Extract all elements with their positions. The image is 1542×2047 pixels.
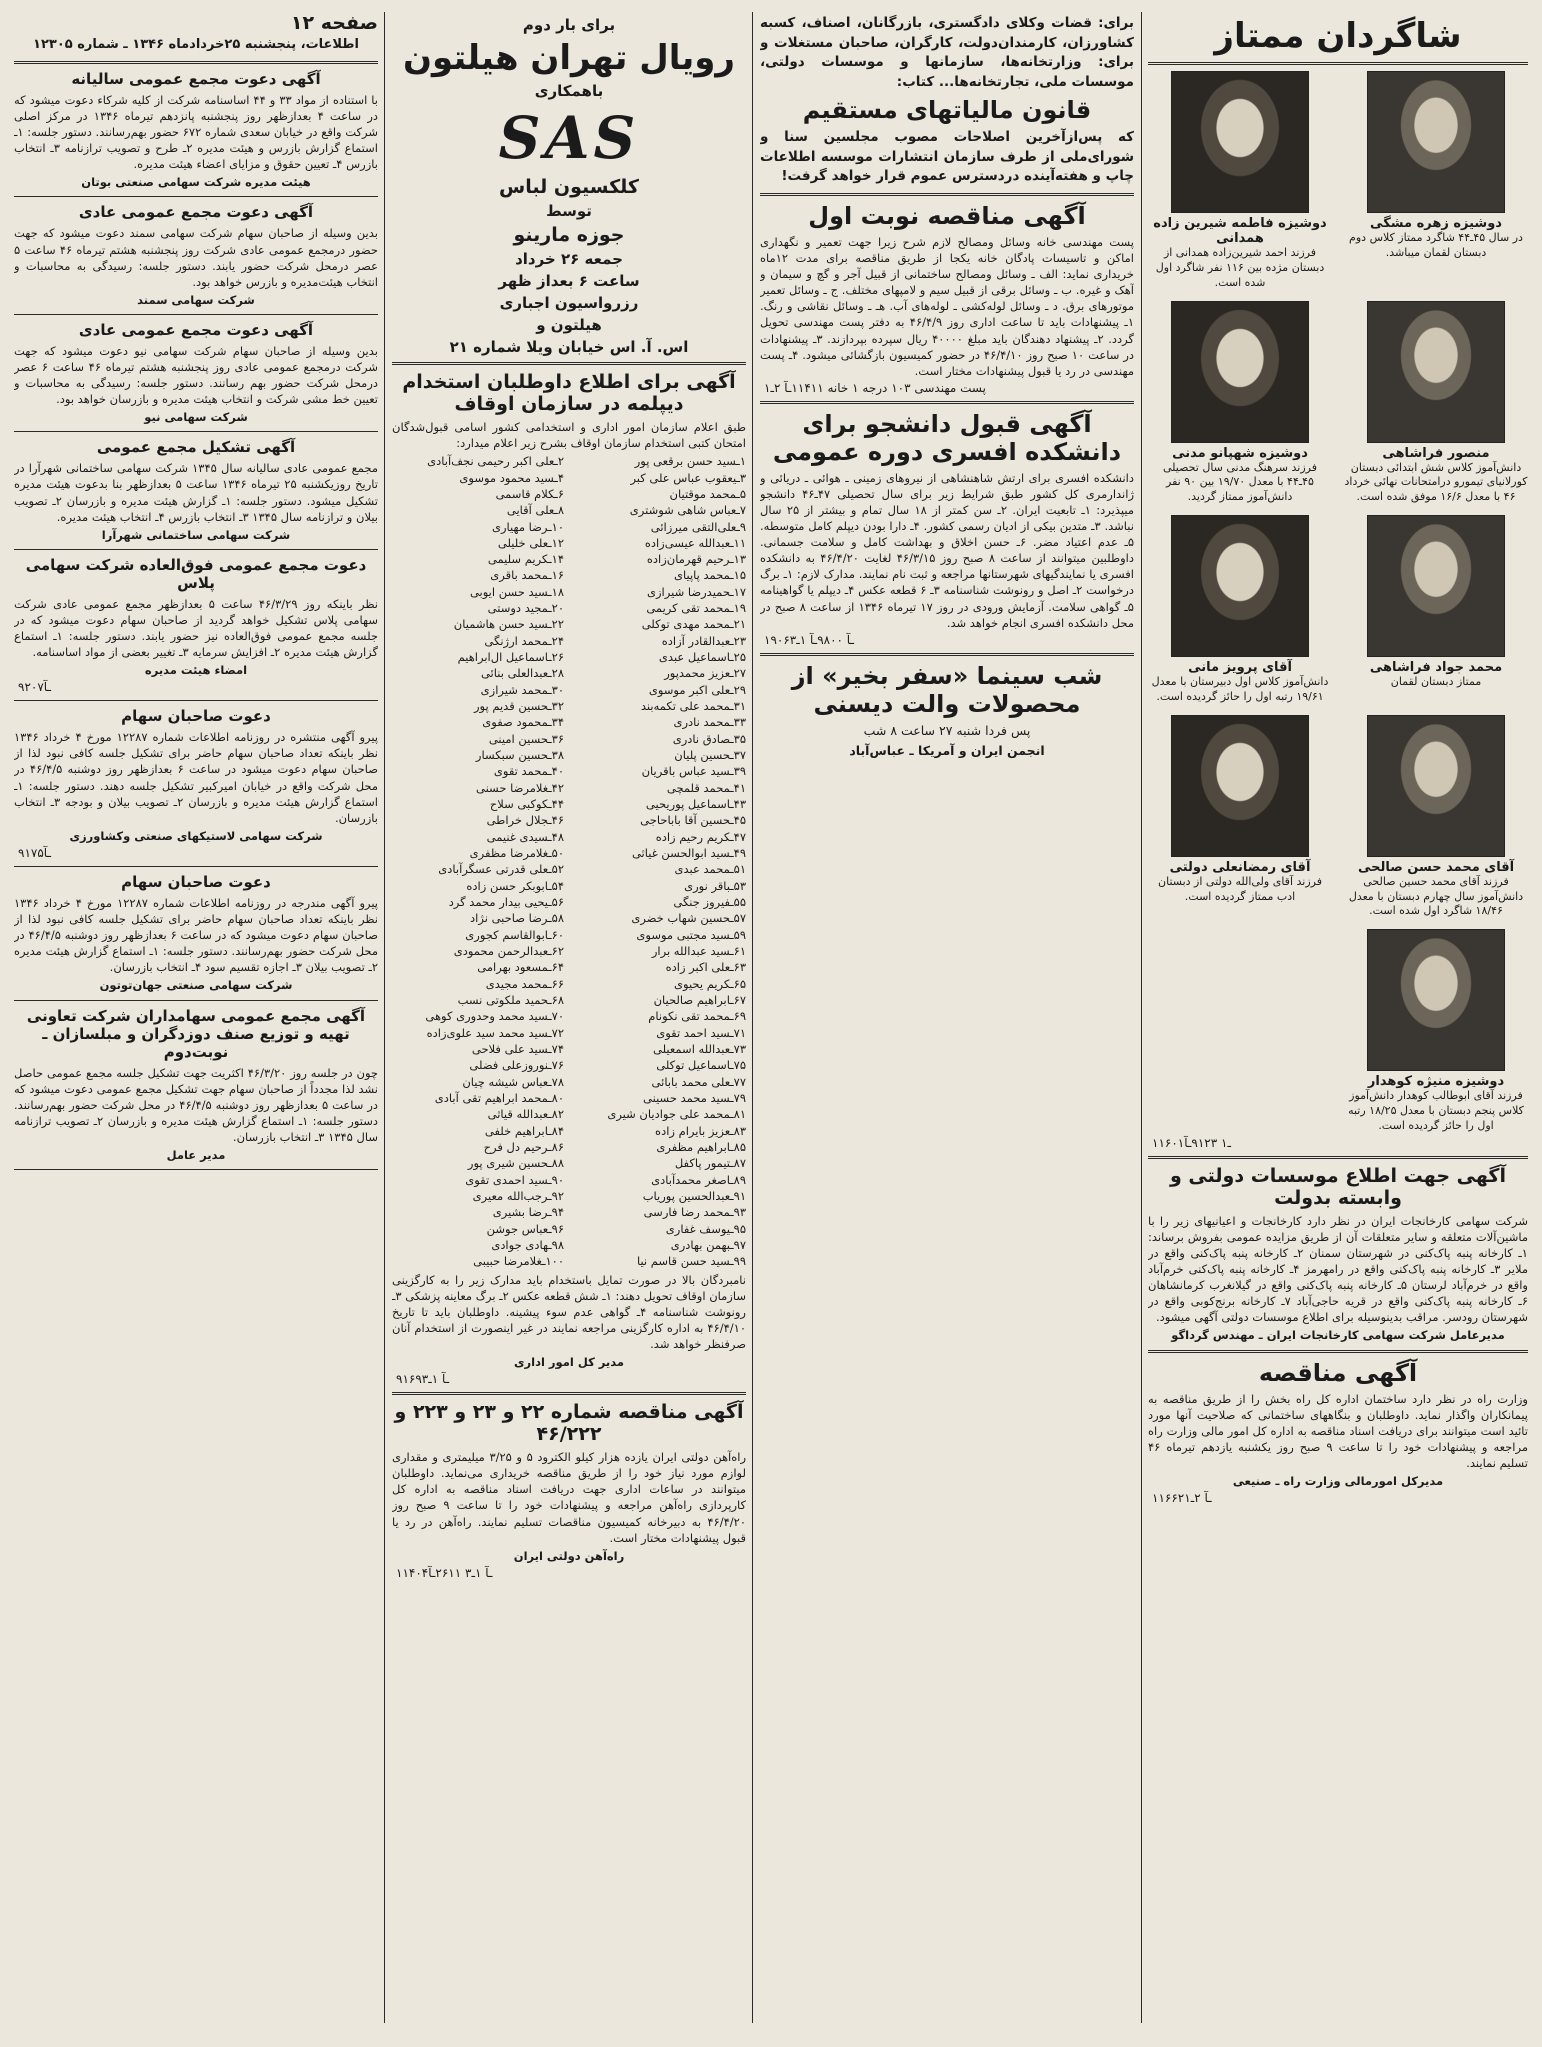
awqaf-name: ۲۳ـعبدالقادر آزاده (661, 633, 746, 648)
awqaf-name: ۷۴ـسید علی فلاحی (471, 1042, 564, 1056)
tax-law-title: قانون مالیاتهای مستقیم (802, 96, 1092, 125)
awqaf-name: ۲۸ـعبدالعلی بنائی (480, 666, 564, 681)
student-desc: فرزند احمد شیرین‌زاده همدانی از دبستان مژده بین ۱۱۶ نفر شاگرد اول شده است. (1155, 246, 1325, 289)
awqaf-name: ۷۶ـنوروزعلی فضلی (469, 1058, 564, 1073)
officer-body: دانشکده افسری برای ارتش شاهنشاهی از نیروهای زمینی ـ هوائی ـ دریائی و ژاندارمری کل کشور طبق شرایط زیر برای سال تحصیلی ۴۷ـ۴۶ دانشجو میپذیرد: ۱ـ تابعیت ایران. ۲ـ سن کمتر از ۱۸ سال تمام و بیشتر از ۲۵ سال نباشد. ۳ـ متدین بیکی از ادیان رسمی کشور. ۴ـ دارا بودن دیپلم کامل متوسطه. ۵ـ عدم اعتیاد مضر. ۶ـ حسن اخلاق و بهداشت کامل و سلامت جسمانی. داوطلبین میتوانند از ساعت ۸ صبح روز ۴۶/۳/۱۵ لغایت ۴۶/۴/۲۰ به دانشکده افسری یا نمایندگیهای شهرستانها مراجعه و ثبت نام نمایند. مدارک لازم: ۱ـ برگ درخواست ۲ـ اصل و رونوشت شناسنامه ۳ـ ۶ قطعه عکس ۴ـ دیپلم یا گواهینامه ۵ـ گواهی سلامت. آزمایش ورودی در روز ۱۷ تیرماه ۱۳۴۶ از ساعت ۸ صبح در محل دانشکده افسری انجام خواهد شد. (760, 470, 1134, 630)
student-photo (1171, 301, 1309, 443)
awqaf-name: ۲۶ـاسماعیل ال‌ابراهیم (457, 650, 564, 665)
awqaf-name: ۹۲ـرجب‌الله معیری (472, 1188, 564, 1203)
awqaf-name: ۸۸ـحسین شیری پور (467, 1156, 564, 1171)
awqaf-ref: ۹۱۶۹ـآ ۱ـ۳ (396, 1372, 450, 1387)
awqaf-name: ۶۳ـعلی اکبر زاده (665, 960, 746, 975)
rail-ref: ۱۱۴۰۴ـآ ۱ـ۳ ۲۶۱۱ـآ (396, 1565, 493, 1580)
meeting-sign: شرکت سهامی لاستیکهای صنعتی وکشاورزی (69, 828, 323, 843)
meeting-sign: شرکت سهامی نیو (144, 410, 248, 425)
officer-ref: ۱۹۰۶ـآ ۹۸۰۰ـآ ۱ـ۳ (764, 632, 854, 647)
awqaf-name: ۱۹ـمحمد تقی کریمی (646, 601, 746, 616)
hilton-line: کلکسیون لباس (499, 176, 639, 198)
awqaf-name: ۶۸ـحمید ملکوتی نسب (457, 993, 564, 1008)
divider (14, 549, 378, 550)
awqaf-name: ۱۱ـعبدالله عیسی‌زاده (644, 535, 746, 550)
student-photo (1367, 929, 1505, 1071)
awqaf-name: ۱۶ـمحمد باقری (490, 568, 564, 583)
meeting-sign: شرکت سهامی ساختمانی شهرآرا (101, 527, 291, 542)
gov-ad-body: شرکت سهامی کارخانجات ایران در نظر دارد کارخانجات و اعیانیهای زیر را با ماشین‌آلات متعلقه و سایر متعلقات آن از طریق مزایده عمومی بفروش برساند: ۱ـ کارخانه پنبه پاک‌کنی در شهرستان سمنان ۲ـ کارخانه پنبه پاک‌کنی واقع در ملایر ۳ـ کارخانه پنبه پاک‌کنی واقع در رامهرمز ۴ـ کارخانه پنبه پاک‌کنی خرم‌آباد واقع در خرم‌آباد لرستان ۵ـ کارخانه پنبه پاک‌کنی واقع در گیلانغرب کرمانشاهان ۶ـ کارخانه پنبه پاک‌کنی واقع در قریه حاجی‌آباد ۷ـ کارخانه برنج‌کوبی واقع در شهرستان رودسر. مراقب بدینوسیله برای اطلاع موسسات دولتی آگهی میشود. (1148, 1213, 1528, 1325)
student-desc: فرزند سرهنگ مدنی سال تحصیلی ۴۵ـ۴۴ با معدل ۱۹/۷۰ بین ۹۰ نفر دانش‌آموز ممتاز گردید. (1163, 460, 1317, 504)
awqaf-name: ۷۹ـسید محمد حسینی (643, 1090, 746, 1105)
divider (14, 314, 378, 315)
student-card (1148, 715, 1332, 920)
awqaf-name: ۳۵ـصادق نادری (672, 731, 746, 746)
meeting-notices (14, 70, 378, 1170)
awqaf-name: ۸۹ـاصغر محمدآبادی (651, 1172, 746, 1187)
awqaf-name: ۹۶ـعباس جوشن (486, 1221, 564, 1236)
awqaf-name: ۳ـیعقوب عباس علی کبر (630, 470, 746, 485)
rail-title: آگهی مناقصه شماره ۲۲ و ۲۳ و ۲۲۳ و ۴۶/۲۲۲ (394, 1401, 744, 1446)
meeting-notice (14, 321, 378, 432)
masthead (14, 12, 378, 34)
divider (14, 196, 378, 197)
hilton-title: رویال تهران هیلتون (403, 38, 735, 78)
column-rule (384, 12, 385, 2023)
awqaf-name: ۷۳ـعبدالله اسمعیلی (653, 1042, 746, 1056)
divider (14, 700, 378, 701)
meeting-title: آگهی دعوت مجمع عمومی سالیانه (71, 69, 321, 88)
tender1-body: پست مهندسی خانه وسائل ومصالح لازم شرح زیرا جهت تعمیر و نگهداری اماکن و تاسیسات پادگان خانه یکجا از طریق مناقصه برای مدت ۱۲ماه خریداری نماید: الف ـ وسائل ومصالح ساختمانی از قبیل آجر و گچ و سیمان و آهک و غیره. ب ـ وسائل برقی از قبیل سیم و لامپهای مختلف. ج ـ وسائل تعمیر موتورهای برق. د ـ وسائل لوله‌کشی ـ لوله‌های آب. هـ ـ وسائل نقاشی و رنگ. ۱ـ پیشنهادات باید تا ساعت اداری روز ۴۶/۴/۹ به دفتر پست مهندسی تحویل گردد. ۲ـ پیشنهاد دهندگان باید مبلغ ۴۰۰۰۰ ریال سپرده بپردازند. ۳ـ پیشنهادات در ساعت ۱۰ صبح روز ۴۶/۴/۱۰ در حضور کمیسیون بازگشائی میشود. ۴ـ پست مهندسی در رد یا قبول پیشنهادات مختار است. (760, 234, 1134, 378)
awqaf-name: ۷۸ـعباس شیشه چیان (462, 1074, 564, 1089)
awqaf-name: ۲۴ـمحمد ارژنگی (484, 633, 564, 648)
student-desc: دانش‌آموز کلاس اول دبیرستان با معدل ۱۹/۶۱ رتبه اول را حائز گردیده است. (1151, 675, 1329, 703)
awqaf-name: ۱ـسید حسن برقعی پور (634, 454, 746, 469)
hilton-line: هیلتون و (536, 316, 602, 334)
student-name: دوشیزه فاطمه شیرین زاده همدانی (1153, 216, 1327, 246)
meeting-body: مجمع عمومی عادی سالیانه سال ۱۳۴۵ شرکت سهامی ساختمانی شهرآرا در تاریخ روزیکشنبه ۲۵ تیرماه ۱۳۴۶ ساعت ۵ بعدازظهر بنا بدعوت هیئت مدیره تشکیل میشود. دستور جلسه: ۱ـ گزارش هیئت مدیره و بازرسان ۲ـ تصویب بیلان و ترازنامه سال ۱۳۴۵ ۳ـ انتخاب بازرس ۴ـ انتخاب هیئت مدیره. (14, 461, 378, 524)
meeting-notice (14, 707, 378, 867)
awqaf-name: ۴۹ـسید ابوالحسن غیاثی (631, 846, 746, 861)
student-card (1344, 515, 1528, 705)
meeting-sign: هیئت مدیره شرکت سهامی صنعتی بوتان (81, 175, 311, 190)
awqaf-name: ۹ـعلی‌التقی میرزائی (650, 519, 746, 534)
student-name: دوشیزه زهره مشگی (1370, 216, 1502, 231)
awqaf-name: ۱۳ـرحیم قهرمان‌زاده (646, 552, 746, 567)
cinema-title: شب سینما «سفر بخیر» از محصولات والت دیسنی (791, 661, 1103, 718)
column-rule (752, 12, 753, 2023)
awqaf-name: ۷۵ـاسماعیل توکلی (656, 1058, 746, 1073)
awqaf-name: ۳۶ـحسین امینی (488, 731, 564, 746)
awqaf-name: ۹۹ـسید حسن قاسم نیا (636, 1254, 746, 1269)
awqaf-name: ۳۸ـحسین سبکسار (475, 748, 564, 763)
meeting-title: آگهی تشکیل مجمع عمومی (96, 438, 296, 457)
awqaf-name: ۶۵ـکریم یحیوی (674, 976, 746, 991)
meeting-ref: ۹۲۰۷ـآ (18, 680, 51, 695)
awqaf-name: ۲۲ـسید حسن هاشمیان (453, 617, 564, 632)
meeting-body: نظر باینکه روز ۴۶/۳/۲۹ ساعت ۵ بعدازظهر مجمع عمومی عادی شرکت سهامی پلاس تشکیل خواهد گردید از صاحبان سهام دعوت میشود که در جلسه مجمع عمومی فوق‌العاده نیز حضور یابند. دستور جلسه: ۱ـ استماع گزارش هیئت مدیره ۲ـ افزایش سرمایه ۳ـ تغییر بعضی از مواد اساسنامه. (14, 596, 378, 660)
awqaf-name: ۴۵ـحسین آقا باباحاجی (640, 813, 746, 828)
meeting-notice (14, 438, 378, 549)
tender1-ref: پست مهندسی ۱۰۳ درجه ۱ خانه ۱۱۴۱۱ـآ ۲ـ۱ (764, 380, 986, 395)
awqaf-name: ۶۰ـابوالقاسم کجوری (465, 927, 564, 942)
hilton-pre: برای بار دوم (522, 16, 616, 34)
tax-law-pre: برای: قضات وکلای دادگستری، بازرگانان، اصناف، کسبه کشاورزان، کارمندان‌دولت، کارگران، صاحبان مستغلات و برای: وزارتخانه‌ها، سازمانها و موسسات دولتی، موسسات ملی، تجارتخانه‌ها... کتاب: (760, 15, 1134, 90)
student-card (1148, 515, 1332, 705)
sas-logo: SAS (498, 104, 640, 172)
student-desc: دانش‌آموز کلاس شش ابتدائی دبستان کورلانیای تیمورو درامتحانات نهائی خرداد ۴۶ با معدل ۱۶/۶ موفق شده است. (1344, 460, 1528, 504)
cinema-body: پس فردا شنبه ۲۷ ساعت ۸ شب (863, 722, 1031, 738)
meeting-body: چون در جلسه روز ۴۶/۳/۲۰ اکثریت جهت تشکیل جلسه مجمع عمومی حاصل نشد لذا مجدداً از صاحبان سهام جهت تشکیل مجمع عمومی دعوت میشود که در ساعت ۵ بعدازظهر روز دوشنبه ۴۶/۴/۵ در محل شرکت حضور بهم‌رسانند. دستور جلسه: ۱ـ استماع گزارش هیئت مدیره و بازرسان ۲ـ تصویب ترازنامه سال ۱۳۴۵ ۳ـ انتخاب بازرسان. (14, 1065, 378, 1144)
tax-law-body: که پس‌ازآخرین اصلاحات مصوب مجلسین سنا و شورای‌ملی از طرف سازمان انتشارات موسسه اطلاعات چاپ و هفته‌آینده دردسترس عموم قرار خواهد گرفت! (760, 129, 1134, 185)
awqaf-name: ۶۶ـمحمد مجیدی (485, 976, 564, 991)
student-photo (1367, 71, 1505, 213)
awqaf-name: ۹۱ـعبدالحسین پوریاب (642, 1188, 746, 1203)
meeting-body: با استناده از مواد ۳۳ و ۴۴ اساسنامه شرکت از کلیه شرکاء دعوت میشود که در ساعت ۴ بعدازظهر روز پنجشنبه پانزدهم تیرماه ۱۳۴۶ در مرکز اصلی شرکت واقع در خیابان سعدی شماره ۶۷۲ حضور بهم‌رسانند. دستور جلسه: ۱ـ استماع گزارش بازرس و هیئت مدیره ۲ـ طرح و تصویب ترازنامه ۳ـ انتخاب بازرس ۴ـ تعیین حقوق و مزایای اعضاء هیئت مدیره. (14, 92, 378, 172)
cinema-sign: انجمن ایران و آمریکا ـ عباس‌آباد (849, 742, 1045, 758)
student-card (1344, 71, 1528, 291)
awqaf-notes: نامبردگان بالا در صورت تمایل باستخدام باید مدارک زیر را به کارگزینی سازمان اوقاف تحویل دهند: ۱ـ شش قطعه عکس ۲ـ برگ معاینه پزشکی ۳ـ رونوشت شناسنامه ۴ـ گواهی عدم سوء پیشینه. داوطلبان باید تا تاریخ ۴۶/۴/۱۰ به اداره کارگزینی مراجعه نمایند در غیر اینصورت از استخدام آنان صرفنظر خواهد شد. (392, 1272, 746, 1351)
awqaf-name: ۶۱ـسید عبدالله برار (651, 944, 746, 959)
student-card (1344, 715, 1528, 920)
awqaf-name: ۹۵ـیوسف غفاری (665, 1221, 746, 1236)
meeting-title: آگهی دعوت مجمع عمومی عادی (78, 203, 314, 222)
meeting-body: پیرو آگهی مندرجه در روزنامه اطلاعات شماره ۱۲۲۸۷ مورخ ۴ خرداد ۱۳۴۶ نظر باینکه تعداد صاحبان سهام حاضر برای تشکیل جلسه کافی نبود لذا از صاحبان سهام دعوت میشود که در ساعت ۶ بعدازظهر روز دوشنبه ۴۶/۴/۵ در محل شرکت حضور بهم‌رسانند. دستور جلسه: ۱ـ استماع گزارش هیئت مدیره ۲ـ تصویب بیلان ۳ـ اجازه تقسیم سود ۴ـ انتخاب بازرسان. (14, 895, 378, 975)
student-name: منصور فراشاهی (1382, 445, 1490, 461)
awqaf-name: ۵۸ـرضا صاحبی نژاد (470, 911, 564, 926)
student-card (1148, 71, 1332, 291)
tender1-title: آگهی مناقصه نوبت اول (808, 201, 1086, 230)
awqaf-name: ۳۰ـمحمد شیرازی (480, 682, 564, 697)
awqaf-name: ۸۲ـعبدالله قیاثی (487, 1107, 564, 1122)
meeting-body: پیرو آگهی منتشره در روزنامه اطلاعات شماره ۱۲۲۸۷ مورخ ۴ خرداد ۱۳۴۶ نظر باینکه تعداد صاحبان سهام حاضر برای تشکیل جلسه کافی نبود لذا از صاحبان سهام دعوت میشود در ساعت ۶ بعدازظهر روز دوشنبه ۴۶/۴/۵ در محل شرکت واقع در خیابان امیرکبیر تشکیل جلسه دهند. دستور جلسه: ۱ـ استماع گزارش هیئت مدیره و بازرسان ۲ـ تصویب بیلان و بودجه ۳ـ انتخاب بازرسان. (14, 730, 378, 825)
awqaf-name: ۴ـسید محمود موسوی (459, 470, 564, 485)
student-photo (1367, 301, 1505, 443)
meeting-title: آگهی دعوت مجمع عمومی عادی (78, 320, 314, 339)
hilton-line: ساعت ۶ بعداز ظهر (498, 272, 640, 290)
gov-ad-sign: مدیرعامل شرکت سهامی کارخانجات ایران ـ مهندس گرداگو (1171, 1328, 1505, 1343)
awqaf-name: ۸۳ـعزیز بایرام زاده (655, 1123, 746, 1138)
divider (14, 866, 378, 867)
meeting-ref: ۹۱۷۵ـآ (18, 845, 51, 860)
student-desc: ممتاز دبستان لقمان (1390, 675, 1482, 689)
student-desc: فرزند آقای محمد حسین صالحی دانش‌آموز سال چهارم دبستان با معدل ۱۸/۴۶ شاگرد اول شده است. (1348, 874, 1524, 918)
awqaf-name: ۶۲ـعبدالرحمن محمودی (453, 944, 564, 959)
column-rule (1141, 12, 1142, 2023)
meeting-sign: مدیر عامل (166, 1147, 226, 1162)
awqaf-name: ۵۴ـابوبکر حسن زاده (466, 878, 564, 893)
awqaf-name: ۹۳ـمحمد رضا فارسی (643, 1205, 746, 1220)
tender-ref: ۱۱۶۶۲ـآ ۲ـ۱ (1152, 1491, 1212, 1506)
awqaf-name: ۲۰ـمجید دوستی (487, 601, 564, 616)
student-name: محمد جواد فراشاهی (1369, 660, 1503, 676)
hilton-lines (392, 176, 746, 356)
awqaf-name: ۷۱ـسید احمد تقوی (656, 1025, 746, 1040)
awqaf-name: ۳۹ـسید عباس باقریان (641, 764, 746, 779)
meeting-notice (14, 1007, 378, 1171)
students-title: شاگردان ممتاز (1214, 16, 1462, 56)
students-photo-grid (1148, 71, 1528, 1134)
awqaf-name: ۴۳ـاسماعیل پوریحیی (645, 797, 746, 812)
awqaf-name: ۴۷ـکریم رحیم زاده (655, 829, 746, 844)
awqaf-name: ۴۱ـمحمد قلمچی (666, 780, 746, 795)
meeting-notice (14, 873, 378, 1001)
column-ads-a (760, 12, 1134, 2023)
rail-sign: راه‌آهن دولتی ایران (513, 1548, 625, 1563)
student-card (1344, 301, 1528, 506)
awqaf-name: ۱۰۰ـغلامرضا حبیبی (473, 1254, 564, 1269)
student-desc: فرزند آقای ولی‌الله دولتی از دبستان ادب ممتاز گردیده است. (1158, 874, 1322, 903)
awqaf-name: ۵۰ـغلامرضا مظفری (469, 846, 564, 861)
awqaf-name: ۲۷ـعزیز محمدپور (664, 666, 746, 681)
awqaf-name: ۳۴ـمحمود صفوی (482, 715, 564, 730)
awqaf-name: ۵ـمحمد موقتیان (669, 486, 746, 501)
awqaf-name: ۶۴ـمسعود بهرامی (477, 960, 564, 975)
divider (14, 1169, 378, 1170)
awqaf-name: ۳۳ـمحمد نادری (673, 715, 746, 730)
awqaf-name: ۶۷ـابراهیم صالحیان (653, 993, 746, 1008)
awqaf-name: ۸ـعلی آقایی (506, 503, 564, 518)
student-name: آقای پرویز مانی (1188, 660, 1292, 676)
awqaf-title: آگهی برای اطلاع داوطلبان استخدام دیپلمه در سازمان اوقاف (402, 371, 736, 415)
rail-body: راه‌آهن دولتی ایران یازده هزار کیلو الکترود ۵ و ۳/۲۵ میلیمتری و مقداری لوازم مورد نیاز خود را از طریق مناقصه خریداری می‌نماید. داوطلبان میتوانند در ساعات اداری جهت دریافت اسناد مناقصه به اداره کل کارپردازی راه‌آهن مراجعه و پیشنهادات خود را تا ساعت ۹ صبح روز ۴۶/۴/۲۰ به دبیرخانه کمیسیون مناقصات تسلیم نمایند. راه‌آهن در رد یا قبول پیشنهادات مختار است. (392, 1450, 746, 1545)
meeting-notice (14, 70, 378, 198)
awqaf-name: ۵۱ـمحمد عبدی (674, 862, 746, 877)
awqaf-name: ۷۲ـسید محمد سید علوی‌زاده (426, 1025, 564, 1040)
hilton-line: جوزه مارینو (513, 224, 625, 246)
student-name: آقای محمد حسن صالحی (1357, 859, 1515, 875)
awqaf-name: ۷۰ـسید محمد وحدوری کوهی (425, 1009, 564, 1024)
masthead-line: اطلاعات، پنجشنبه ۲۵خردادماه ۱۳۴۶ ـ شماره ۱۲۳۰۵ (33, 37, 359, 52)
awqaf-name: ۲ـعلی اکبر رحیمی نجف‌آبادی (427, 454, 564, 469)
meeting-sign: شرکت سهامی سمند (137, 292, 255, 307)
awqaf-name: ۷ـعباس شاهی شوشتری (629, 503, 746, 518)
awqaf-name: ۹۴ـرضا بشیری (492, 1205, 564, 1220)
awqaf-name: ۲۱ـمحمد مهدی توکلی (641, 617, 746, 632)
awqaf-name: ۸۴ـابراهیم خلفی (484, 1123, 564, 1138)
student-photo (1171, 71, 1309, 213)
awqaf-sign: مدیر کل امور اداری (513, 1355, 625, 1370)
awqaf-name: ۵۹ـسید مجتبی موسوی (636, 927, 746, 942)
meeting-title: دعوت صاحبان سهام (121, 707, 271, 726)
tender-title: آگهی مناقصه (1258, 1358, 1418, 1387)
gov-ad-title: آگهی جهت اطلاع موسسات دولتی و وابسته بدولت (1170, 1164, 1506, 1209)
awqaf-intro: طبق اعلام سازمان امور اداری و استخدامی کشور اسامی قبول‌شدگان امتحان کتبی استخدام سازمان اوقاف بشرح زیر اعلام میدارد: (392, 420, 746, 451)
awqaf-name: ۱۷ـحمیدرضا شیرازی (647, 584, 746, 599)
hilton-line: توسط (546, 202, 592, 220)
awqaf-name: ۳۱ـمحمد علی تکمه‌بند (640, 699, 746, 714)
meeting-title: دعوت مجمع عمومی فوق‌العاده شرکت سهامی پلاس (25, 555, 367, 592)
meeting-notice (14, 556, 378, 701)
column-students (1148, 12, 1528, 2023)
student-name: دوشیزه منیژه کوهدار (1367, 1074, 1505, 1090)
awqaf-name: ۸۵ـابراهیم مظفری (656, 1139, 746, 1154)
student-desc: فرزند آقای ابوطالب کوهدار دانش‌آموز کلاس پنجم دبستان با معدل ۱۸/۲۵ رتبه اول را حائز گردیده است. (1348, 1089, 1524, 1132)
hilton-line: جمعه ۲۶ خرداد (515, 250, 623, 268)
awqaf-name: ۳۲ـحسین قدیم پور (473, 699, 564, 714)
officer-title: آگهی قبول دانشجو برای دانشکده افسری دوره عمومی (772, 409, 1122, 466)
column-ads-b (392, 12, 746, 2023)
awqaf-name: ۲۹ـعلی اکبر موسوی (648, 682, 746, 697)
hilton-line: رزرواسیون اجباری (499, 294, 639, 312)
column-meetings (14, 12, 378, 2023)
student-photo (1171, 715, 1309, 857)
awqaf-name: ۱۴ـکریم سلیمی (487, 552, 564, 567)
awqaf-name: ۲۵ـاسماعیل عبدی (658, 650, 746, 665)
student-card (1148, 301, 1332, 506)
awqaf-name: ۱۵ـمحمد پاپیای (673, 568, 746, 583)
awqaf-name: ۵۷ـحسین شهاب خضری (631, 911, 746, 926)
meeting-title: دعوت صاحبان سهام (121, 872, 271, 891)
tender-sign: مدیرکل امورمالی وزارت راه ـ صنیعی (1232, 1474, 1444, 1489)
meeting-body: بدین وسیله از صاحبان سهام شرکت سهامی نیو دعوت میشود که جهت شرکت درمجمع عمومی عادی روز پنجشنبه هشتم تیرماه ۴۶ ساعت ۶ عصر درمحل شرکت حضور بهم رسانند. دستور جلسه: رسیدگی به محاسبات و تعیین خط مشی شرکت و انتخاب هیئت مدیره و بازرسان خواهد بود. (14, 343, 378, 407)
page-number: صفحه ۱۲ (290, 12, 378, 34)
awqaf-name: ۸۷ـتیمور پاکفل (674, 1156, 746, 1171)
awqaf-name: ۴۰ـمحمد تقوی (493, 764, 564, 779)
awqaf-name: ۹۸ـهادی جوادی (491, 1237, 564, 1252)
awqaf-name: ۱۲ـعلی خلیلی (497, 535, 564, 550)
awqaf-name: ۴۶ـجلال خراطی (486, 813, 564, 828)
awqaf-name: ۵۵ـفیروز جنگی (673, 895, 746, 910)
awqaf-name: ۵۲ـعلی قدرتی عسگرآبادی (438, 862, 564, 877)
awqaf-name: ۸۰ـمحمد ابراهیم تقی آبادی (434, 1090, 564, 1105)
divider (14, 1000, 378, 1001)
awqaf-name: ۹۷ـبهمن بهادری (670, 1237, 746, 1252)
awqaf-name: ۶۹ـمحمد تقی نکونام (648, 1009, 746, 1024)
meeting-sign: امضاء هیئت مدیره (144, 663, 248, 678)
student-desc: در سال ۴۵ـ۴۴ شاگرد ممتاز کلاس دوم دبستان لقمان میباشد. (1349, 231, 1523, 259)
student-name: آقای رمضانعلی دولتی (1169, 859, 1311, 875)
awqaf-name: ۸۶ـرحیم دل فرح (483, 1139, 564, 1154)
awqaf-name: ۹۰ـسید احمدی تقوی (465, 1172, 564, 1187)
meeting-title: آگهی مجمع عمومی سهامداران شرکت تعاونی تهیه و توزیع صنف دوزدگران و مبلسازان ـ نوبت‌دوم (26, 1006, 366, 1061)
awqaf-name: ۷۷ـعلی محمد بابائی (651, 1074, 746, 1089)
tender-body: وزارت راه در نظر دارد ساختمان اداره کل راه بخش را از طریق مناقصه به پیمانکاران واگذار نماید. داوطلبان و بنگاههای ساختمانی که صلاحیت آنها مورد تائید است میتوانند برای دریافت اسناد مناقصه به اداره کل امور مالی وزارت راه مراجعه و پیشنهادات خود را تا ساعت ۹ صبح روز یکشنبه یازدهم تیرماه ۴۶ تسلیم نمایند. (1148, 1391, 1528, 1470)
awqaf-name: ۶ـکلام قاسمی (495, 486, 564, 501)
meeting-notice (14, 203, 378, 314)
awqaf-name: ۳۷ـحسین پلیان (674, 748, 746, 763)
awqaf-names (392, 453, 746, 1269)
student-name: دوشیزه شهپانو مدنی (1172, 445, 1308, 461)
awqaf-name: ۸۱ـمحمد علی جوادیان شیری (607, 1107, 746, 1122)
hilton-with: باهمکاری (534, 82, 604, 100)
awqaf-name: ۵۳ـباقر نوری (684, 878, 746, 893)
meeting-body: بدین وسیله از صاحبان سهام شرکت سهامی سمند دعوت میشود که جهت حضور درمجمع عمومی عادی شرکت روز پنجشنبه هشتم تیرماه ۴۶ ساعت ۵ عصر درمحل شرکت حضور یابند. دستور جلسه: رسیدگی به محاسبات و انتخاب هیئت‌مدیره و بازرس خواهد بود. (14, 226, 378, 289)
students-ref: ۱۱۶۰۱ـ۱ ۹۱۲۳ـآ (1152, 1135, 1231, 1150)
awqaf-name: ۵۶ـیحیی بیدار محمد گرد (448, 895, 564, 910)
hilton-line: اس. آ. اس خیابان ویلا شماره ۲۱ (449, 338, 689, 356)
awqaf-name: ۴۴ـکوکبی سلاح (489, 797, 564, 812)
awqaf-name: ۱۰ـرضا مهیاری (492, 519, 564, 534)
meeting-sign: شرکت سهامی صنعتی جهان‌توتون (99, 978, 293, 993)
student-photo (1171, 515, 1309, 657)
awqaf-name: ۱۸ـسید حسن ایوبی (469, 584, 564, 599)
awqaf-name: ۴۸ـسیدی غنیمی (486, 829, 564, 844)
student-photo (1367, 515, 1505, 657)
student-photo (1367, 715, 1505, 857)
awqaf-name: ۴۲ـغلامرضا حسنی (476, 780, 564, 795)
student-card (1344, 929, 1528, 1134)
divider (14, 431, 378, 432)
